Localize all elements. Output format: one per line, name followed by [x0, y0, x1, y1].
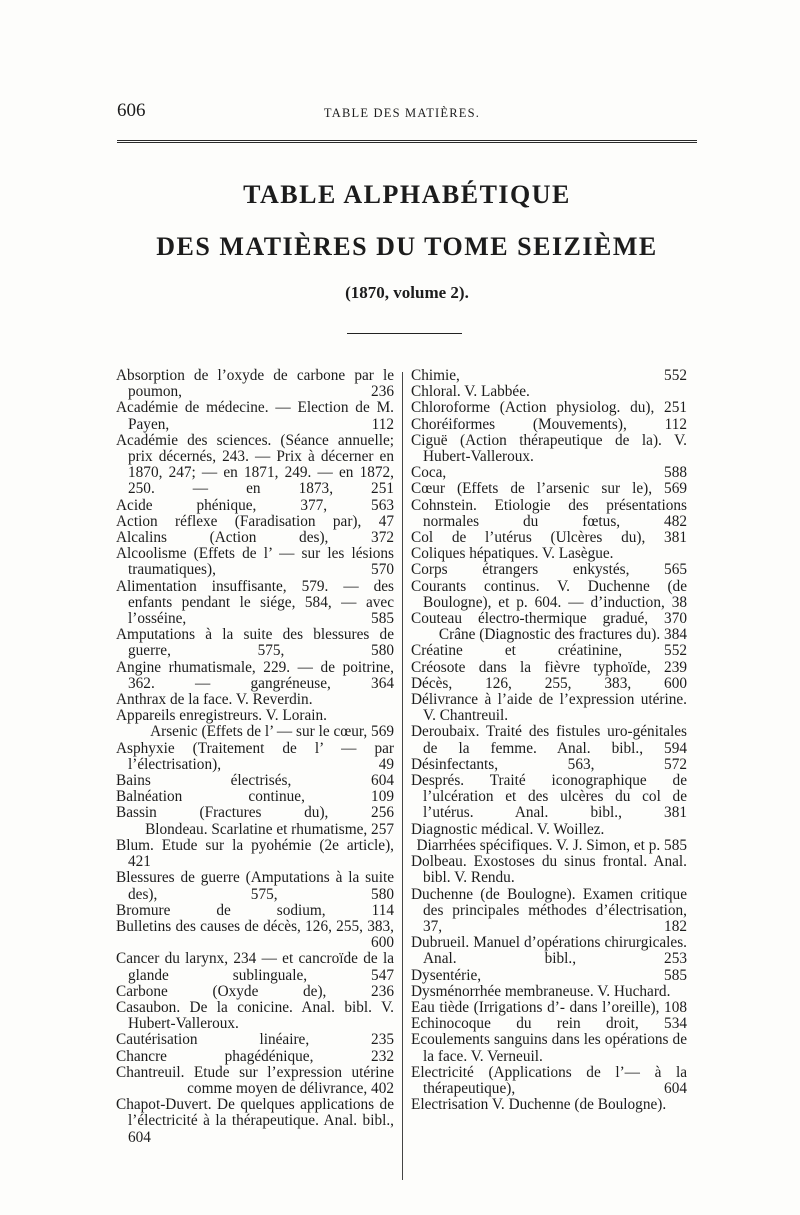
index-entry: Bulletins des causes de décès, 126, 255, 383, 600 — [116, 917, 394, 952]
index-entry: Cautérisation linéaire, 235 — [116, 1031, 394, 1049]
index-entry: Cœur (Effets de l’arsenic sur le), 569 — [411, 480, 687, 498]
index-entry: Col de l’utérus (Ulcères du), 381 — [411, 529, 687, 547]
column-divider — [402, 372, 403, 1180]
index-entry: Electricité (Applications de l’— à la thérapeutique), 604 — [411, 1063, 687, 1097]
index-entry: Anthrax de la face. V. Reverdin. — [116, 691, 313, 709]
index-entry: Després. Traité iconographique de l’ulcération et des ulcères du col de l’utérus. Anal. bibl., 381 — [411, 772, 687, 822]
index-entry: Blessures de guerre (Amputations à la suite des), 575, 580 — [116, 869, 394, 903]
index-entry: Choréiformes (Mouvements), 112 — [411, 415, 687, 433]
index-entry: Académie des sciences. (Séance annuelle; prix décernés, 243. — Prix à décerner en 1870, 247; — en 1871, 249. — en 1872, 250. — en 1873, 251 — [116, 431, 394, 498]
index-entry: Eau tiède (Irrigations d’- dans l’oreille), 108 — [411, 998, 687, 1016]
index-entry: Action réflexe (Faradisation par), 47 — [116, 512, 394, 530]
index-entry: Chantreuil. Etude sur l’expression utérine comme moyen de délivrance, 402 — [116, 1063, 394, 1097]
index-entry: Chloral. V. Labbée. — [411, 383, 530, 401]
index-entry: Couteau électro-thermique gradué, 370 — [411, 610, 687, 628]
title-line-1: TABLE ALPHABÉTIQUE — [243, 180, 571, 209]
index-entry: Bassin (Fractures du), 256 — [116, 804, 394, 822]
index-entry: Chancre phagédénique, 232 — [116, 1047, 394, 1065]
index-entry: Académie de médecine. — Election de M. Payen, 112 — [116, 399, 394, 433]
index-entry: Asphyxie (Traitement de l’ — par l’électrisation), 49 — [116, 739, 394, 773]
index-entry: Dysentérie, 585 — [411, 966, 687, 984]
index-entry: Chloroforme (Action physiolog. du), 251 — [411, 399, 687, 417]
index-entry: Créosote dans la fièvre typhoïde, 239 — [411, 658, 687, 676]
index-entry: Acide phénique, 377, 563 — [116, 496, 394, 514]
page-number: 606 — [117, 100, 146, 121]
index-entry: Cohnstein. Etiologie des présentations normales du fœtus, 482 — [411, 496, 687, 530]
index-column-left — [116, 368, 394, 1146]
index-entry: Appareils enregistreurs. V. Lorain. — [116, 707, 327, 725]
index-entry: Angine rhumatismale, 229. — de poitrine, 362. — gangréneuse, 364 — [116, 658, 394, 692]
index-entry: Cancer du larynx, 234 — et cancroïde de la glande sublinguale, 547 — [116, 950, 394, 984]
running-head — [117, 100, 687, 130]
index-entry: Corps étrangers enkystés, 565 — [411, 561, 687, 579]
index-entry: Désinfectants, 563, 572 — [411, 755, 687, 773]
index-entry: Crâne (Diagnostic des fractures du). 384 — [438, 626, 687, 644]
index-entry: Dubrueil. Manuel d’opérations chirurgicales. Anal. bibl., 253 — [411, 934, 687, 968]
index-entry: Délivrance à l’aide de l’expression utérine. V. Chantreuil. — [411, 691, 687, 725]
index-entry: Casaubon. De la conicine. Anal. bibl. V. Hubert-Valleroux. — [116, 998, 394, 1033]
index-entry: Dysménorrhée membraneuse. V. Huchard. — [411, 982, 671, 1000]
index-entry: Duchenne (de Boulogne). Examen critique des principales méthodes d’électrisation, 37, 182 — [411, 885, 687, 935]
index-entry: Bains électrisés, 604 — [116, 772, 394, 790]
index-entry: Coliques hépatiques. V. Lasègue. — [411, 545, 614, 563]
index-column-right — [411, 368, 687, 1113]
index-entry: Chimie, 552 — [411, 367, 687, 384]
index-entry: Créatine et créatinine, 552 — [411, 642, 687, 660]
index-entry: Electrisation V. Duchenne (de Boulogne). — [411, 1096, 667, 1114]
index-entry: Echinocoque du rein droit, 534 — [411, 1015, 687, 1033]
index-entry: Coca, 588 — [411, 464, 687, 482]
index-entry: Courants continus. V. Duchenne (de Boulogne), et p. 604. — d’induction, 38 — [411, 577, 687, 611]
index-entry: Amputations à la suite des blessures de guerre, 575, 580 — [116, 626, 394, 660]
index-entry: Blondeau. Scarlatine et rhumatisme, 257 — [145, 820, 394, 838]
index-entry: Décès, 126, 255, 383, 600 — [411, 674, 687, 692]
index-entry: Ecoulements sanguins dans les opérations de la face. V. Verneuil. — [411, 1031, 687, 1065]
index-entry: Dolbeau. Exostoses du sinus frontal. Anal. bibl. V. Rendu. — [411, 853, 687, 887]
index-entry: Alcalins (Action des), 372 — [116, 529, 394, 547]
index-entry: Bromure de sodium, 114 — [116, 901, 394, 919]
index-entry: Ciguë (Action thérapeutique de la). V. Hubert-Valleroux. — [411, 431, 687, 466]
title-subtitle: (1870, volume 2). — [345, 283, 469, 302]
header-rule — [117, 140, 697, 143]
running-title: TABLE DES MATIÈRES. — [323, 106, 481, 120]
index-entry: Absorption de l’oxyde de carbone par le poumon, 236 — [116, 367, 394, 401]
index-entry: Chapot-Duvert. De quelques applications de l’électricité à la thérapeutique. Anal. bibl., 604 — [116, 1096, 394, 1146]
index-entry: Deroubaix. Traité des fistules uro-génitales de la femme. Anal. bibl., 594 — [411, 723, 687, 757]
index-entry: Balnéation continue, 109 — [116, 788, 394, 806]
index-entry: Carbone (Oxyde de), 236 — [116, 982, 394, 1000]
index-entry: Diagnostic médical. V. Woillez. — [411, 820, 605, 838]
title-rule — [347, 333, 462, 334]
index-entry: Alimentation insuffisante, 579. — des enfants pendant le siége, 584, — avec l’osséine, 585 — [116, 577, 394, 628]
index-entry: Diarrhées spécifiques. V. J. Simon, et p. 585 — [416, 836, 687, 854]
index-entry: Arsenic (Effets de l’ — sur le cœur, 569 — [150, 723, 394, 741]
title-line-2: DES MATIÈRES DU TOME SEIZIÈME — [156, 232, 658, 261]
index-entry: Blum. Etude sur la pyohémie (2e article), 421 — [116, 836, 394, 871]
index-entry: Alcoolisme (Effets de l’ — sur les lésions traumatiques), 570 — [116, 545, 394, 579]
